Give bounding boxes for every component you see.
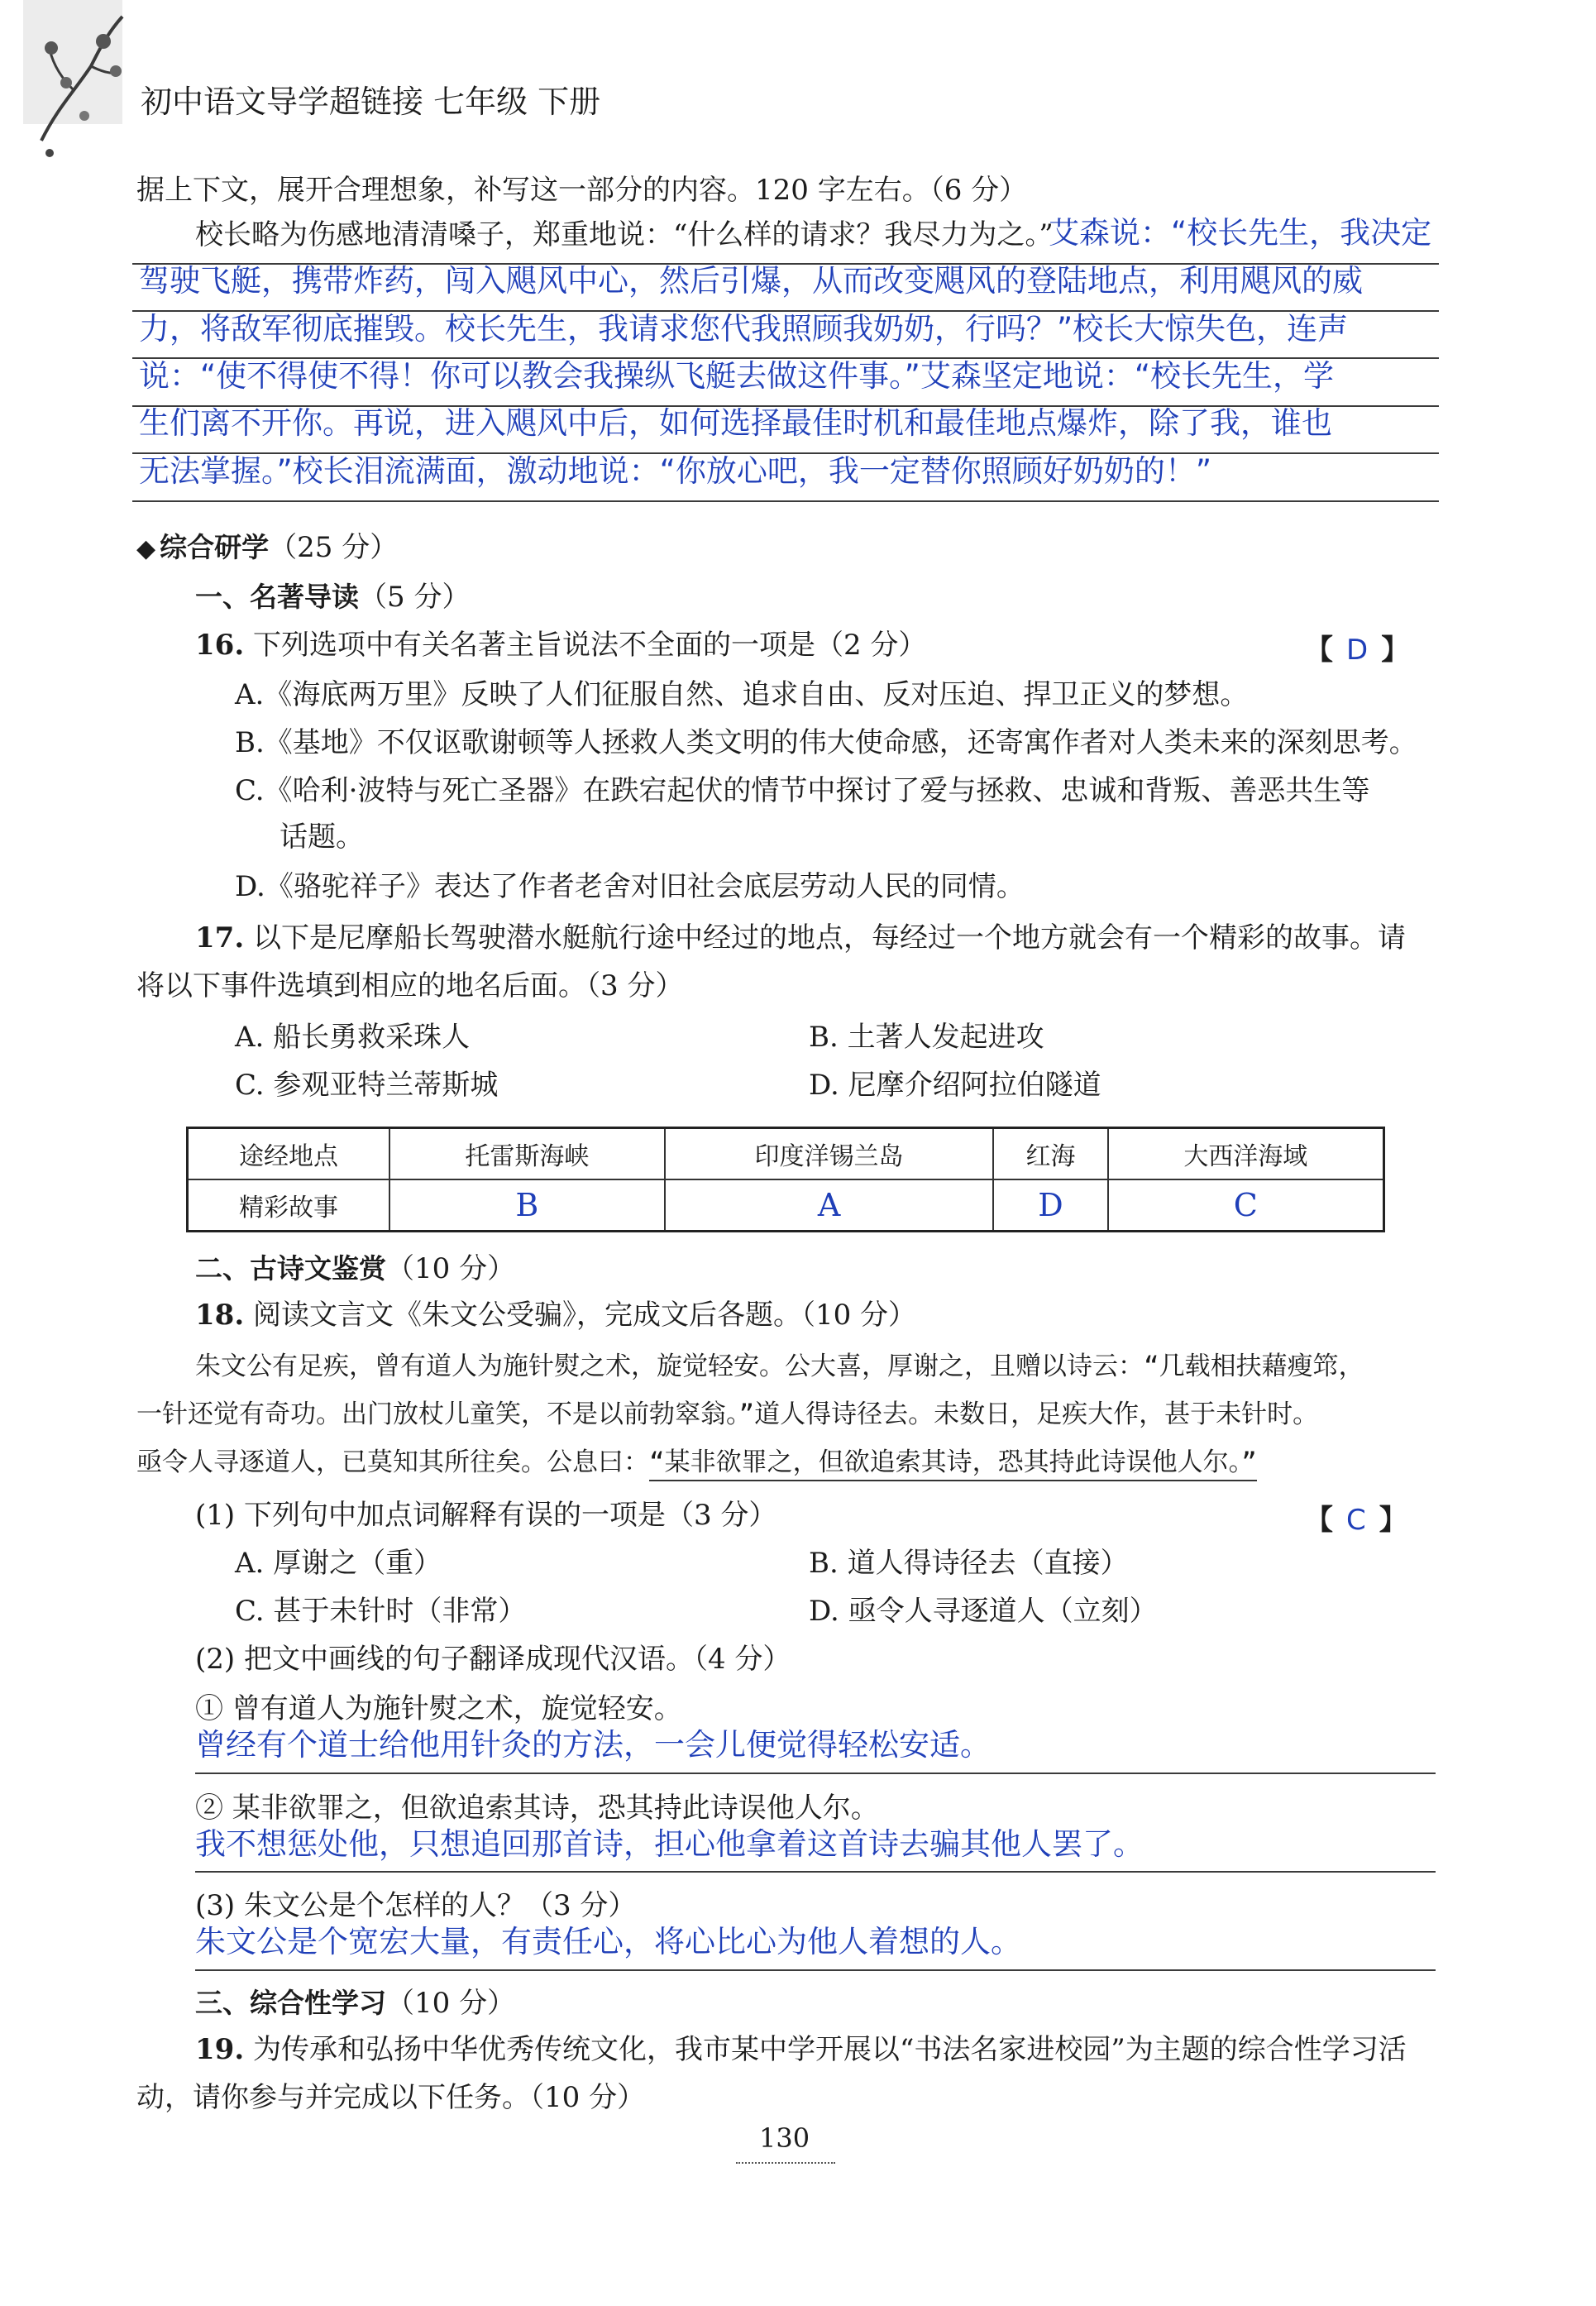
q18-stem: 18. 阅读文言文《朱文公受骗》，完成文后各题。（10 分） (195, 1299, 917, 1332)
q17-option-d: D. 尼摩介绍阿拉伯隧道 (809, 1069, 1101, 1102)
table-row (188, 1128, 1384, 1180)
q18-sub1-option-b: B. 道人得诗径去（直接） (809, 1547, 1129, 1580)
story-answer-cell: B (389, 1179, 665, 1232)
q15-answer-line-6: 无法掌握。”校长泪流满面，激动地说：“你放心吧，我一定替你照顾好奶奶的！” (139, 453, 1212, 489)
part2-heading: 二、古诗文鉴赏（10 分） (195, 1252, 516, 1285)
q16-option-a: A.《海底两万里》反映了人们征服自然、追求自由、反对压迫、捍卫正义的梦想。 (235, 678, 1249, 711)
q15-answer-line-3: 力，将敌军彻底摧毁。校长先生，我请求您代我照顾我奶奶，行吗？”校长大惊失色，连声 (139, 311, 1349, 347)
q16-option-d: D.《骆驼祥子》表达了作者老舍对旧社会底层劳动人民的同情。 (235, 870, 1025, 903)
answer-rule (132, 500, 1439, 502)
q15-lead: 校长略为伤感地清清嗓子，郑重地说：“什么样的请求？我尽力为之。” (195, 218, 1054, 251)
q18-sub1-option-d: D. 亟令人寻逐道人（立刻） (809, 1595, 1158, 1628)
story-answer-cell: C (1108, 1179, 1384, 1232)
q16-option-b: B.《基地》不仅讴歌谢顿等人拯救人类文明的伟大使命感，还寄寓作者对人类未来的深刻思考。 (235, 726, 1417, 759)
q15-instruction: 据上下文，展开合理想象，补写这一部分的内容。120 字左右。（6 分） (136, 174, 1028, 207)
q18-sub1-stem: (1) 下列句中加点词解释有误的一项是（3 分） (195, 1499, 777, 1532)
q16-answer-bracket: 【 D 】 (1305, 634, 1410, 667)
q16-stem: 16. 下列选项中有关名著主旨说法不全面的一项是（2 分） (195, 629, 927, 662)
story-answer-cell: A (665, 1179, 994, 1232)
q16-option-c-cont: 话题。 (280, 820, 364, 854)
q17-stem: 17. 以下是尼摩船长驾驶潜水艇航行途中经过的地点，每经过一个地方就会有一个精彩的故事。请 (195, 921, 1406, 954)
q18-sub2-stem: (2) 把文中画线的句子翻译成现代汉语。（4 分） (195, 1643, 791, 1676)
place-cell: 红海 (993, 1128, 1107, 1180)
q16-option-c: C.《哈利·波特与死亡圣器》在跌宕起伏的情节中探讨了爱与拯救、忠诚和背叛、善恶共生等 (235, 774, 1370, 807)
part3-heading: 三、综合性学习（10 分） (195, 1987, 516, 2020)
table-header-cell: 途经地点 (188, 1128, 390, 1180)
place-cell: 托雷斯海峡 (389, 1128, 665, 1180)
place-cell: 印度洋锡兰岛 (665, 1128, 994, 1180)
q18-sub1-answer-bracket: 【 C 】 (1305, 1504, 1407, 1537)
q18-passage-line-1: 朱文公有足疾，曾有道人为施针熨之术，旋觉轻安。公大喜，厚谢之，且赠以诗云：“几载相扶藉瘦筇， (195, 1352, 1364, 1381)
place-cell: 大西洋海域 (1108, 1128, 1384, 1180)
q17-option-a: A. 船长勇救采珠人 (235, 1021, 471, 1054)
table-row (188, 1179, 1384, 1232)
q15-answer-line-4: 说：“使不得使不得！你可以教会我操纵飞艇去做这件事。”艾森坚定地说：“校长先生，学 (139, 358, 1335, 394)
section-heading: ◆ 综合研学（25 分） (136, 531, 399, 564)
q18-sub1-answer: C (1346, 1504, 1366, 1537)
q18-passage-line-3: 亟令人寻逐道人，已莫知其所往矣。公息曰：“某非欲罪之，但欲追索其诗，恐其持此诗误他人尔。” (136, 1444, 1257, 1481)
q17-option-c: C. 参观亚特兰蒂斯城 (235, 1069, 499, 1102)
q17-option-b: B. 土著人发起进攻 (809, 1021, 1044, 1054)
q15-answer-line-5: 生们离不开你。再说，进入飓风中后，如何选择最佳时机和最佳地点爆炸，除了我，谁也 (139, 405, 1332, 441)
q19-stem: 19. 为传承和弘扬中华优秀传统文化，我市某中学开展以“书法名家进校园”为主题的综合性学习活 (195, 2033, 1407, 2066)
q16-answer: D (1346, 634, 1369, 667)
book-title: 初中语文导学超链接 七年级 下册 (141, 84, 601, 120)
underlined-sentence: “某非欲罪之，但欲追索其诗，恐其持此诗误他人尔。” (649, 1447, 1257, 1481)
footer-divider (736, 2162, 835, 2164)
answer-rule (195, 1773, 1436, 1774)
q18-sub2-item1: ① 曾有道人为施针熨之术，旋觉轻安。 (195, 1692, 682, 1725)
q15-answer-line-1: 艾森说：“校长先生，我决定 (1049, 215, 1432, 251)
plum-branch-decoration (17, 0, 124, 174)
page-number: 130 (759, 2122, 810, 2154)
q18-sub2-answer2: 我不想惩处他，只想追回那首诗，担心他拿着这首诗去骗其他人罢了。 (195, 1826, 1144, 1862)
part1-heading: 一、名著导读（5 分） (195, 581, 471, 614)
q18-sub3-answer: 朱文公是个宽宏大量，有责任心，将心比心为他人着想的人。 (195, 1924, 1021, 1959)
q18-sub1-option-a: A. 厚谢之（重） (235, 1547, 442, 1580)
q18-sub2-answer1: 曾经有个道士给他用针灸的方法，一会儿便觉得轻松安适。 (195, 1727, 991, 1763)
q18-passage-line-2: 一针还觉有奇功。出门放杖儿童笑，不是以前勃窣翁。”道人得诗径去。未数日，足疾大作，甚于未针时。 (136, 1399, 1319, 1429)
diamond-icon: ◆ (136, 534, 156, 563)
q15-answer-line-2: 驾驶飞艇，携带炸药，闯入飓风中心，然后引爆，从而改变飓风的登陆地点，利用飓风的威 (139, 263, 1363, 299)
q18-sub1-option-c: C. 甚于未针时（非常） (235, 1595, 527, 1628)
answer-rule (195, 1969, 1436, 1971)
q17-stem-cont: 将以下事件选填到相应的地名后面。（3 分） (136, 969, 684, 1002)
answer-rule (195, 1871, 1436, 1873)
story-answer-cell: D (993, 1179, 1107, 1232)
q18-sub3-stem: (3) 朱文公是个怎样的人？（3 分） (195, 1889, 637, 1922)
table-header-cell: 精彩故事 (188, 1179, 390, 1232)
q19-stem-cont: 动，请你参与并完成以下任务。（10 分） (136, 2081, 646, 2114)
q18-sub2-item2: ② 某非欲罪之，但欲追索其诗，恐其持此诗误他人尔。 (195, 1792, 879, 1825)
q17-table (186, 1127, 1385, 1232)
